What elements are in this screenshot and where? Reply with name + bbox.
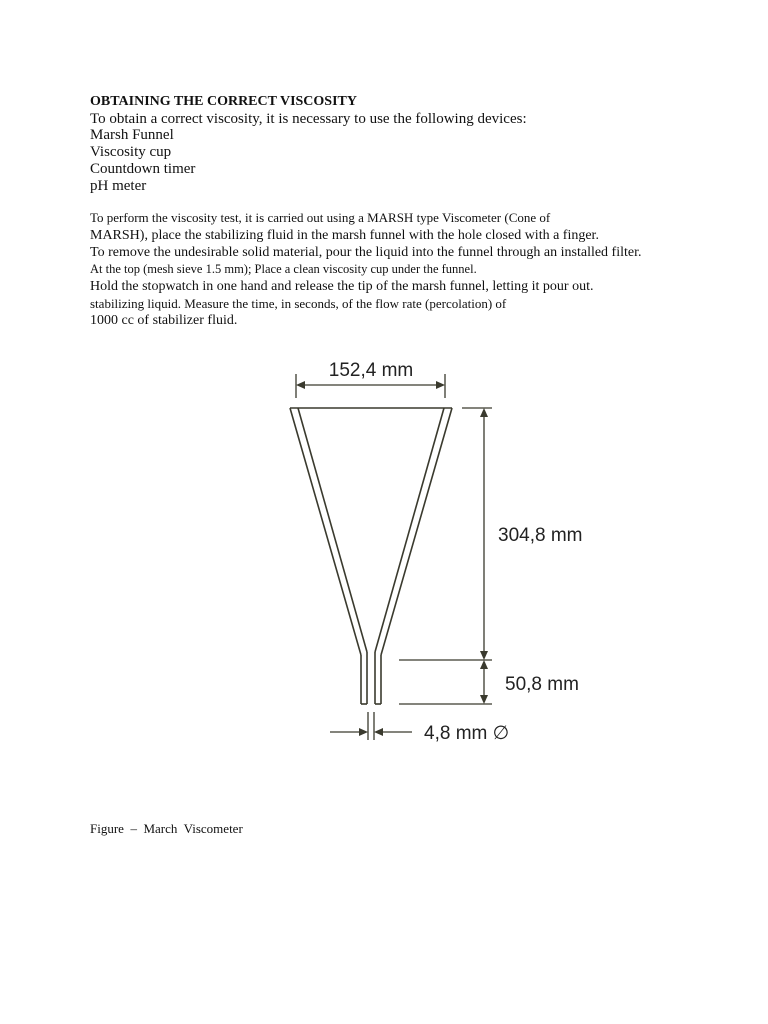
top-diameter-label: 152,4 mm [328,360,414,381]
procedure-line: MARSH), place the stabilizing fluid in the marsh funnel with the hole closed with a finger. [90,228,599,243]
procedure-line: To remove the undesirable solid material, pour the liquid into the funnel through an installed filter. [90,245,642,260]
device-item: pH meter [90,178,147,194]
procedure-line: At the top (mesh sieve 1.5 mm); Place a clean viscosity cup under the funnel. [90,262,477,276]
device-item: Viscosity cup [90,144,172,160]
orifice-diameter-dimension [330,712,412,740]
page-heading: OBTAINING THE CORRECT VISCOSITY [90,94,357,109]
procedure-line: To perform the viscosity test, it is carried out using a MARSH type Viscometer (Cone of [90,210,551,225]
tube-length-label: 50,8 mm [505,674,579,695]
intro-text: To obtain a correct viscosity, it is necessary to use the following devices: [90,111,527,127]
figure-caption: Figure – March Viscometer [90,821,243,836]
procedure-line: stabilizing liquid. Measure the time, in seconds, of the flow rate (percolation) of [90,296,507,311]
device-item: Countdown timer [90,161,196,177]
cone-height-label: 304,8 mm [498,525,583,546]
tube-length-dimension [399,660,492,704]
procedure-line: Hold the stopwatch in one hand and release the tip of the marsh funnel, letting it pour out. [90,279,594,294]
cone-height-dimension [462,408,492,660]
procedure-line: 1000 cc of stabilizer fluid. [90,313,238,328]
orifice-diameter-label: 4,8 mm ∅ [424,723,510,744]
device-item: Marsh Funnel [90,127,174,143]
